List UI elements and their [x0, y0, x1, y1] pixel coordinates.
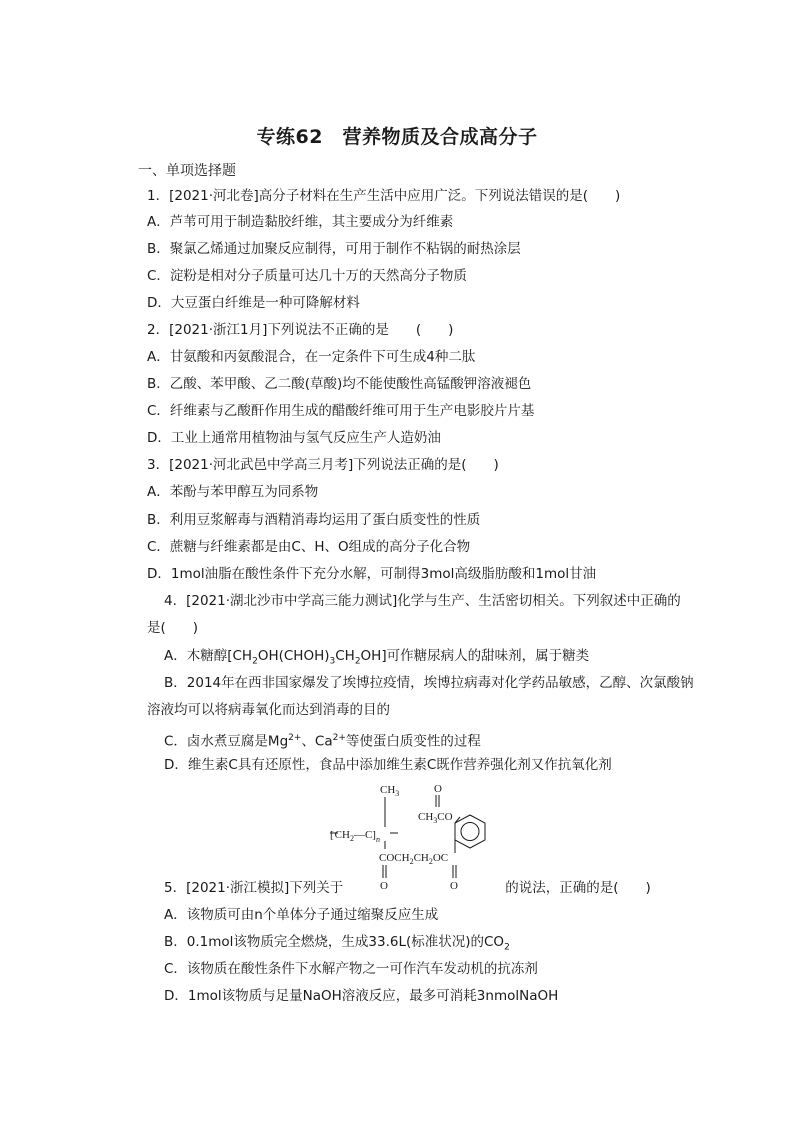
q2-option-d: D．工业上通常用植物油与氢气反应生产人造奶油	[147, 430, 441, 446]
q4-option-d: D．维生素C具有还原性，食品中添加维生素C既作营养强化剂又作抗氧化剂	[164, 757, 612, 773]
q5-option-a: A．该物质可由n个单体分子通过缩聚反应生成	[164, 907, 439, 923]
q2-stem: 2．[2021·浙江1月]下列说法不正确的是 ( )	[147, 322, 454, 338]
q1-option-a: A．芦苇可用于制造黏胶纤维，其主要成分为纤维素	[147, 214, 454, 230]
q5-option-d: D．1mol该物质与足量NaOH溶液反应，最多可消耗3nmolNaOH	[164, 988, 559, 1004]
q2-option-b: B．乙酸、苯甲酸、乙二酸(草酸)均不能使酸性高锰酸钾溶液褪色	[147, 376, 532, 392]
q1-option-d: D．大豆蛋白纤维是一种可降解材料	[147, 295, 360, 311]
q4-option-b-line2: 溶液均可以将病毒氧化而达到消毒的目的	[147, 702, 390, 718]
svg-text:O: O	[380, 880, 388, 892]
q5-option-c: C．该物质在酸性条件下水解产物之一可作汽车发动机的抗冻剂	[164, 961, 538, 977]
q4-option-b-line1: B．2014年在西非国家爆发了埃博拉疫情，埃博拉病毒对化学药品敏感，乙醇、次氯酸钠	[164, 675, 694, 691]
svg-text:O: O	[434, 783, 442, 795]
q4-stem-line1: 4．[2021·湖北沙市中学高三能力测试]化学与生产、生活密切相关。下列叙述中正确的	[164, 593, 681, 609]
q4-option-a: A．木糖醇$[CH_2OH(CHOH)_3CH_2OH]$可作糖尿病人的甜味剂，属于糖类	[164, 648, 590, 667]
svg-text:O: O	[450, 880, 458, 892]
q2-option-a: A．甘氨酸和丙氨酸混合，在一定条件下可生成4种二肽	[147, 349, 476, 365]
q3-option-d: D．1mol油脂在酸性条件下充分水解，可制得3mol高级脂肪酸和1mol甘油	[147, 566, 597, 582]
q3-option-a: A．苯酚与苯甲醇互为同系物	[147, 484, 319, 500]
q4-option-c: C．卤水煮豆腐是$Mg^{2+}$、$Ca^{2+}$等使蛋白质变性的过程	[164, 733, 481, 750]
q5-stem: 5．[2021·浙江模拟]下列关于 的说法，正确的是( )	[164, 880, 651, 896]
q1-option-b: B．聚氯乙烯通过加聚反应制得，可用于制作不粘锅的耐热涂层	[147, 241, 521, 257]
page-title: 专练62 营养物质及合成高分子	[256, 126, 538, 148]
q3-stem: 3．[2021·河北武邑中学高三月考]下列说法正确的是( )	[147, 457, 499, 473]
section-heading: 一、单项选择题	[138, 163, 236, 179]
svg-text:CH3: $CH_3$	[380, 784, 400, 798]
q1-stem: 1．[2021·河北卷]高分子材料在生产生活中应用广泛。下列说法错误的是( )	[147, 188, 621, 204]
svg-text:CH3CO: $CH_3CO$	[418, 811, 453, 825]
q3-option-c: C．蔗糖与纤维素都是由C、H、O组成的高分子化合物	[147, 539, 471, 555]
q1-option-c: C．淀粉是相对分子质量可达几十万的天然高分子物质	[147, 268, 467, 284]
q4-stem-line2: 是( )	[147, 620, 199, 636]
q5-option-b: B．0.1mol该物质完全燃烧，生成33.6L(标准状况)的$CO_2$	[164, 934, 510, 953]
q2-option-c: C．纤维素与乙酸酐作用生成的醋酸纤维可用于生产电影胶片片基	[147, 403, 535, 419]
svg-text:[CH2—C]n: $[CH_2—C]_n$	[330, 829, 380, 844]
svg-text:COCH2CH2OC: $COCH_2CH_2OC$	[379, 852, 449, 866]
q3-option-b: B．利用豆浆解毒与酒精消毒均运用了蛋白质变性的性质	[147, 512, 481, 528]
